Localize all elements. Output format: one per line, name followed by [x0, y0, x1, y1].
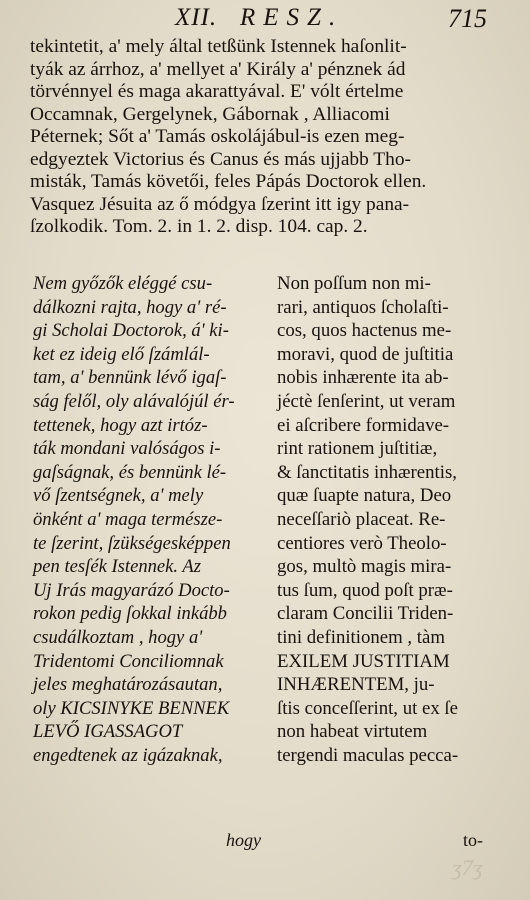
column-line: quæ ſuapte natura, Deo — [277, 485, 452, 507]
column-line: Nem győzők eléggé csu- — [33, 273, 213, 294]
column-line: centiores verò Theolo- — [277, 532, 447, 554]
text-line: ſzolkodik. Tom. 2. in 1. 2. disp. 104. cap. 2. — [30, 216, 368, 237]
column-line: INHÆRENTEM, ju- — [277, 674, 435, 696]
text-line: edgyeztek Victorius és Canus és más ujjabb Tho- — [30, 148, 412, 170]
column-line: & ſanctitatis inhærentis, — [277, 461, 457, 483]
column-line: nobis inhærente ita ab- — [277, 367, 449, 389]
column-line: EXILEM JUSTITIAM — [277, 650, 450, 672]
column-line: tettenek, hogy azt irtóz- — [33, 414, 208, 436]
column-line: önként a' maga természe- — [33, 508, 223, 530]
column-line: non habeat virtutem — [277, 721, 428, 743]
column-line: gi Scholai Doctorok, á' ki- — [33, 320, 229, 342]
column-line: dálkozni rajta, hogy a' ré- — [33, 296, 227, 318]
column-line: rokon pedig ſokkal inkább — [33, 603, 227, 625]
column-line: Tridentomi Conciliomnak — [33, 650, 224, 672]
text-line: tyák az árrhoz, a' mellyet a' Király a' pénznek ád — [30, 58, 406, 80]
text-line: Vasquez Jésuita az ő módgya ſzerint itt igy pana- — [30, 193, 410, 215]
column-line: gos, multò magis mira- — [277, 556, 452, 578]
column-line: tus ſum, quod poſt præ- — [277, 579, 453, 601]
text-line: tekintetit, a' mely által tetßünk Istennek haſonlit- — [30, 36, 407, 57]
column-line: oly KICSINYKE BENNEK — [33, 697, 230, 719]
column-line: pen tesſék Istennek. Az — [33, 556, 201, 578]
column-line: csudálkoztam , hogy a' — [33, 626, 203, 648]
hungarian-column — [33, 272, 268, 767]
column-line: Uj Irás magyarázó Docto- — [33, 579, 230, 601]
column-line: neceſſariò placeat. Re- — [277, 508, 446, 530]
column-line: rint rationem juſtitiæ, — [277, 438, 438, 460]
column-line: tam, a' bennünk lévő igaſ- — [33, 367, 227, 389]
column-line: moravi, quod de juſtitia — [277, 343, 454, 365]
column-line: tergendi maculas pecca- — [277, 744, 459, 766]
running-header — [0, 2, 530, 32]
column-line: te ſzerint, ſzükségesképpen — [33, 532, 231, 554]
column-line: rari, antiquos ſcholaſti- — [277, 296, 449, 318]
column-line: ket ez ideig elő ſzámlál- — [33, 343, 210, 365]
column-line: ſtis conceſſerint, ut ex ſe — [277, 697, 458, 719]
catchword-left: hogy — [226, 830, 261, 850]
column-line: engedtenek az igázaknak, — [33, 744, 223, 766]
column-line: ei aſcribere formidave- — [277, 414, 450, 436]
text-line: Péternek; Sőt a' Tamás oskolájábul-is ezen meg- — [30, 126, 405, 147]
column-line: gaſságnak, és bennünk lé- — [33, 461, 227, 483]
column-line: tini definitionem , tàm — [277, 626, 445, 648]
column-line: claram Concilii Triden- — [277, 603, 454, 625]
chapter-number: XII. — [175, 4, 218, 31]
latin-column — [277, 272, 499, 767]
column-line: ság felől, oly alávalójúl ér- — [33, 390, 235, 412]
text-line: misták, Tamás követői, feles Pápás Doctorok ellen. — [30, 171, 427, 192]
column-line: jéctè ſenſerint, ut veram — [277, 390, 456, 412]
column-line: Non poſſum non mi- — [277, 273, 431, 294]
pencil-marginalia: ʒ7ʒ — [452, 855, 483, 880]
catchword-right: to- — [463, 830, 483, 850]
column-line: ták mondani valóságos i- — [33, 438, 221, 460]
text-line: törvénnyel és maga akarattyával. E' vólt értelme — [30, 81, 404, 102]
section-title: RESZ. — [240, 4, 344, 31]
column-line: jeles meghatározásautan, — [33, 674, 223, 696]
full-width-paragraph — [30, 36, 498, 239]
page-number: 715 — [448, 4, 487, 33]
column-line: vő ſzentségnek, a' mely — [33, 485, 204, 507]
column-line: cos, quos hactenus me- — [277, 320, 452, 342]
text-line: Occamnak, Gergelynek, Gábornak , Alliacomi — [30, 103, 390, 125]
column-line: LEVŐ IGASSAGOT — [33, 721, 183, 743]
